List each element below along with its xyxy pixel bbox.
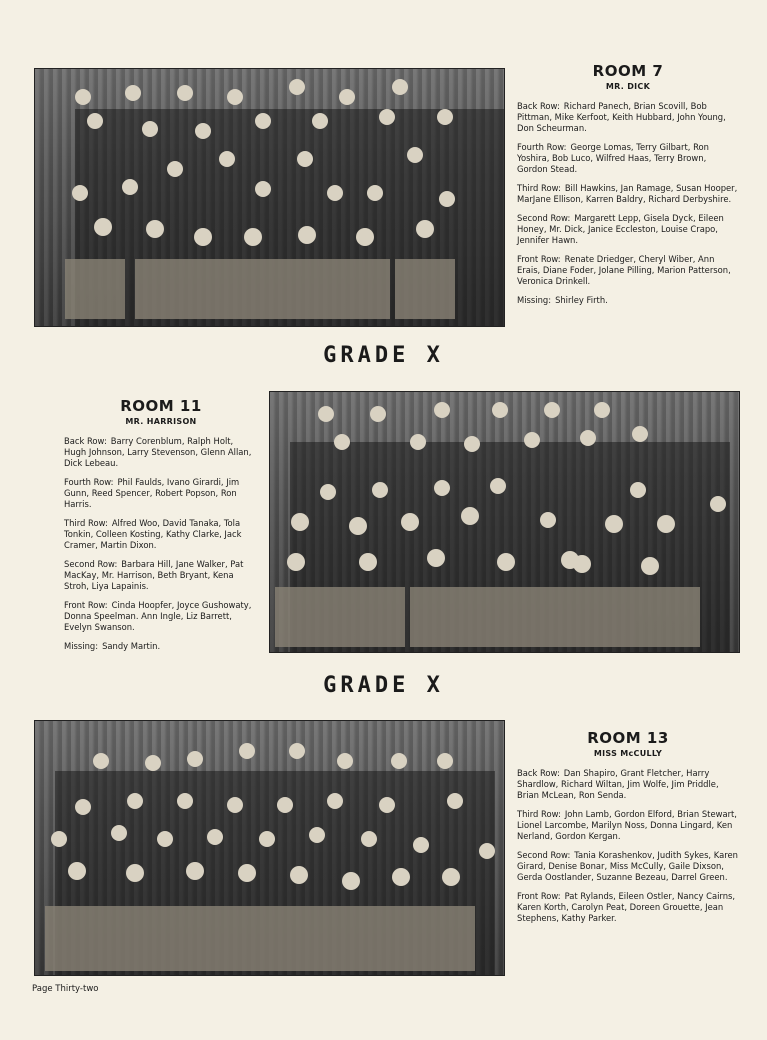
row-label: Third Row: [517,809,561,819]
row-names: Alfred Woo, David Tanaka, Tola Tonkin, Colleen Kosting, Kathy Clarke, Jack Cramer, Martin Dixon. [64,518,242,550]
room11-class-photo [269,391,740,653]
room7-teacher: MR. DICK [605,82,651,91]
row-names: Shirley Firth. [555,295,608,305]
row-names: Phil Faulds, Ivano Girardi, Jim Gunn, Reed Spencer, Robert Popson, Ron Harris. [64,477,240,509]
room7-second-row [517,213,739,246]
row-label: Second Row: [517,850,571,860]
room7-back-row [517,101,739,134]
row-label: Front Row: [517,254,561,264]
room13-caption [517,729,739,932]
room11-title: ROOM 11 [120,397,202,415]
row-names: Renate Driedger, Cheryl Wiber, Ann Erais, Diane Foder, Jolane Pilling, Marion Patterson, Veronica Drinkell. [517,254,731,286]
room13-back-row [517,768,739,801]
row-names: Tania Korashenkov, Judith Sykes, Karen Girard, Denise Bonar, Miss McCully, Gaile Dixson, Gerda Oostlander, Suzanne Bezeau, Darrel Green. [517,850,738,882]
room11-third-row [64,518,258,551]
room13-third-row [517,809,739,842]
room13-front-row [517,891,739,924]
grade-heading: GRADE X [323,673,444,698]
room11-fourth-row [64,477,258,510]
row-label: Back Row: [517,768,560,778]
row-names: Sandy Martin. [102,641,161,651]
room7-third-row [517,183,739,205]
row-label: Third Row: [517,183,561,193]
room11-front-row [64,600,258,633]
room11-missing [64,641,258,652]
room7-front-row [517,254,739,287]
row-names: Richard Panech, Brian Scovill, Bob Pittman, Mike Kerfoot, Keith Hubbard, John Young, Don Scheurman. [517,101,726,133]
room11-group-figures [270,392,739,652]
row-names: Dan Shapiro, Grant Fletcher, Harry Shardlow, Richard Wiltan, Jim Wolfe, Jim Priddle, Brian McLean, Ron Senda. [517,768,719,800]
row-names: Barbara Hill, Jane Walker, Pat MacKay, Mr. Harrison, Beth Bryant, Kena Stroh, Liya Lapainis. [64,559,244,591]
row-label: Front Row: [64,600,108,610]
room11-teacher: MR. HARRISON [125,417,197,426]
room7-title: ROOM 7 [592,62,664,80]
row-names: Bill Hawkins, Jan Ramage, Susan Hooper, MarJane Ellison, Karren Baldry, Richard Derbyshire. [517,183,738,204]
row-label: Second Row: [517,213,571,223]
room7-class-photo [34,68,505,327]
room11-back-row [64,436,258,469]
room13-group-figures [35,721,504,975]
row-label: Third Row: [64,518,108,528]
row-label: Back Row: [64,436,107,446]
room7-fourth-row [517,142,739,175]
room13-title: ROOM 13 [587,729,669,747]
row-names: George Lomas, Terry Gilbart, Ron Yoshira, Bob Luco, Wilfred Haas, Terry Brown, Gordon Stead. [517,142,709,174]
row-names: Barry Corenblum, Ralph Holt, Hugh Johnson, Larry Stevenson, Glenn Allan, Dick Lebeau. [64,436,252,468]
room7-group-figures [35,69,504,326]
room11-caption [64,397,258,660]
row-label: Front Row: [517,891,561,901]
row-label: Back Row: [517,101,560,111]
row-label: Missing: [64,641,99,651]
row-label: Fourth Row: [64,477,114,487]
room13-second-row [517,850,739,883]
row-label: Second Row: [64,559,118,569]
row-names: Margarett Lepp, Gisela Dyck, Eileen Honey, Mr. Dick, Janice Eccleston, Louise Crapo, Jennifer Hawn. [517,213,724,245]
grade-heading: GRADE X [323,343,444,368]
row-names: Cinda Hoopfer, Joyce Gushowaty, Donna Speelman. Ann Ingle, Liz Barrett, Evelyn Swanson. [64,600,252,632]
room13-class-photo [34,720,505,976]
row-names: John Lamb, Gordon Elford, Brian Stewart, Lionel Larcombe, Marilyn Noss, Donna Lingard, Ken Nerland, Gordon Kergan. [517,809,737,841]
room11-second-row [64,559,258,592]
room13-teacher: MISS McCULLY [593,749,663,758]
room7-missing [517,295,739,306]
row-label: Missing: [517,295,552,305]
row-label: Fourth Row: [517,142,567,152]
row-names: Pat Rylands, Eileen Ostler, Nancy Cairns, Karen Korth, Carolyn Peat, Doreen Grouette, Jean Stephens, Kathy Parker. [517,891,736,923]
room7-caption [517,62,739,314]
page-footer: Page Thirty-two [32,984,99,994]
